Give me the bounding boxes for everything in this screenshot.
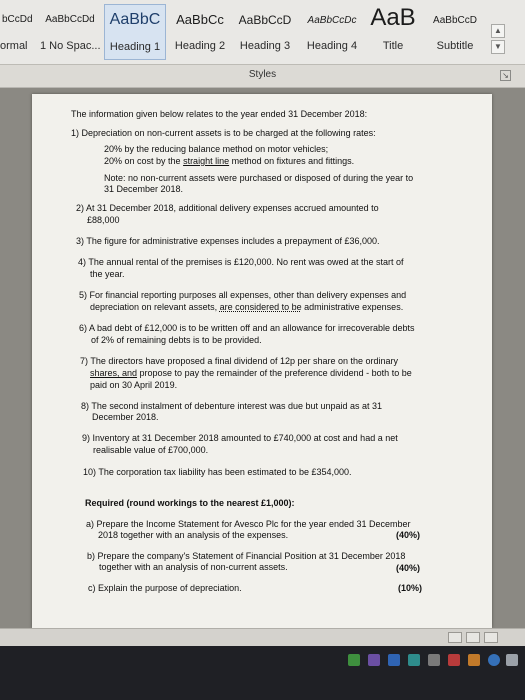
doc-text: method on fixtures and fittings. bbox=[229, 156, 355, 166]
doc-link-text: straight line bbox=[183, 156, 230, 166]
doc-required-heading: Required (round workings to the nearest £1,000): bbox=[85, 498, 295, 508]
style-preview: AaBbC bbox=[109, 11, 161, 28]
style-normal[interactable] bbox=[0, 4, 34, 60]
doc-text: 20% on cost by the bbox=[104, 156, 184, 166]
style-heading-1[interactable] bbox=[104, 4, 166, 60]
doc-intro: The information given below relates to the year ended 31 December 2018: bbox=[71, 109, 368, 119]
style-preview: AaBbCcDd bbox=[45, 14, 95, 25]
style-preview: AaB bbox=[370, 4, 416, 31]
style-name: Title bbox=[382, 40, 404, 52]
styles-dialog-launcher-icon[interactable]: ↘ bbox=[500, 70, 511, 81]
app-teal-icon[interactable] bbox=[408, 654, 420, 666]
styles-group-bar bbox=[0, 65, 525, 88]
doc-question-b-mark: (40%) bbox=[396, 563, 421, 573]
styles-ribbon bbox=[0, 0, 525, 65]
doc-item-3: 3) The figure for administrative expenses includes a prepayment of £36,000. bbox=[76, 236, 380, 246]
doc-item-4-line-2: the year. bbox=[90, 269, 125, 279]
style-name: Heading 2 bbox=[174, 40, 226, 52]
doc-item-7-line-2 bbox=[90, 368, 525, 378]
doc-link-text: shares, and bbox=[90, 368, 138, 378]
doc-question-c: c) Explain the purpose of depreciation. bbox=[88, 583, 242, 593]
doc-item-6-line-2: of 2% of remaining debts is to be provided. bbox=[91, 335, 262, 345]
doc-item-2-line-1: 2) At 31 December 2018, additional delivery expenses accrued amounted to bbox=[76, 203, 379, 213]
style-name: Heading 4 bbox=[306, 40, 358, 52]
app-blue-icon[interactable] bbox=[388, 654, 400, 666]
doc-item-5-line-1: 5) For financial reporting purposes all expenses, other than delivery expenses and bbox=[79, 290, 407, 300]
doc-text: administrative expenses. bbox=[301, 302, 404, 312]
doc-item-8-line-1: 8) The second instalment of debenture interest was due but unpaid as at 31 bbox=[81, 401, 383, 411]
doc-item-1-a: 20% by the reducing balance method on motor vehicles; bbox=[104, 144, 329, 154]
document-page[interactable] bbox=[32, 94, 492, 628]
full-screen-view-icon[interactable] bbox=[466, 632, 480, 643]
doc-text: depreciation on relevant assets, bbox=[90, 302, 220, 312]
doc-item-5-line-2 bbox=[90, 302, 525, 312]
style-heading-3[interactable] bbox=[234, 4, 296, 60]
style-heading-2[interactable] bbox=[170, 4, 230, 60]
doc-question-c-mark: (10%) bbox=[398, 583, 423, 593]
doc-item-8-line-2: December 2018. bbox=[92, 412, 159, 422]
style-preview: bCcDd bbox=[2, 14, 33, 25]
print-layout-view-icon[interactable] bbox=[448, 632, 462, 643]
style-no-spacing[interactable] bbox=[40, 4, 100, 60]
doc-link-text: are considered to be bbox=[219, 302, 302, 312]
doc-item-9-line-1: 9) Inventory at 31 December 2018 amounted to £740,000 at cost and had a net bbox=[82, 433, 398, 443]
app-red-icon[interactable] bbox=[448, 654, 460, 666]
app-green-icon[interactable] bbox=[348, 654, 360, 666]
doc-item-10: 10) The corporation tax liability has been estimated to be £354,000. bbox=[83, 467, 352, 477]
app-orange-icon[interactable] bbox=[468, 654, 480, 666]
doc-question-a-line-2: 2018 together with an analysis of the expenses. bbox=[98, 530, 289, 540]
status-bar bbox=[0, 628, 525, 647]
app-grey-icon[interactable] bbox=[428, 654, 440, 666]
style-name: 1 No Spac... bbox=[40, 40, 101, 52]
doc-question-a-mark: (40%) bbox=[396, 530, 421, 540]
doc-item-7-line-1: 7) The directors have proposed a final dividend of 12p per share on the ordinary bbox=[80, 356, 399, 366]
style-preview: AaBbCc bbox=[176, 12, 224, 27]
doc-item-7-line-3: paid on 30 April 2019. bbox=[90, 380, 178, 390]
doc-item-1-note-line-2: 31 December 2018. bbox=[104, 184, 184, 194]
web-layout-view-icon[interactable] bbox=[484, 632, 498, 643]
style-name: Heading 3 bbox=[239, 40, 291, 52]
styles-group-label: Styles bbox=[248, 69, 277, 80]
doc-item-1: 1) Depreciation on non-current assets is to be charged at the following rates: bbox=[71, 128, 376, 138]
styles-scroll-up-icon[interactable]: ▲ bbox=[491, 24, 505, 38]
doc-item-4-line-1: 4) The annual rental of the premises is £120,000. No rent was owed at the start of bbox=[78, 257, 404, 267]
doc-item-2-line-2: £88,000 bbox=[87, 215, 120, 225]
app-purple-icon[interactable] bbox=[368, 654, 380, 666]
taskbar bbox=[0, 646, 525, 700]
doc-question-b-line-2: together with an analysis of non-current assets. bbox=[99, 562, 288, 572]
doc-text: propose to pay the remainder of the preference dividend - both to be bbox=[137, 368, 412, 378]
style-name: Subtitle bbox=[436, 40, 474, 52]
doc-item-1-note-line-1: Note: no non-current assets were purchased or disposed of during the year to bbox=[104, 173, 414, 183]
style-name: ormal bbox=[0, 40, 28, 52]
style-subtitle[interactable] bbox=[422, 4, 488, 60]
doc-question-a-line-1: a) Prepare the Income Statement for Avesco Plc for the year ended 31 December bbox=[86, 519, 411, 529]
speech-bubble-icon[interactable] bbox=[506, 654, 518, 666]
style-preview: AaBbCcD bbox=[238, 13, 292, 27]
doc-item-6-line-1: 6) A bad debt of £12,000 is to be written off and an allowance for irrecoverable debts bbox=[79, 323, 415, 333]
doc-item-9-line-2: realisable value of £700,000. bbox=[93, 445, 209, 455]
styles-expand-icon[interactable]: ▼ bbox=[491, 40, 505, 54]
network-icon[interactable] bbox=[488, 654, 500, 666]
style-title[interactable] bbox=[368, 4, 418, 60]
style-heading-4[interactable] bbox=[300, 4, 364, 60]
style-preview: AaBbCcD bbox=[433, 15, 477, 26]
doc-question-b-line-1: b) Prepare the company's Statement of Financial Position at 31 December 2018 bbox=[87, 551, 406, 561]
style-preview: AaBbCcDc bbox=[307, 15, 357, 26]
style-name: Heading 1 bbox=[109, 41, 161, 53]
doc-item-1-b bbox=[104, 156, 525, 166]
